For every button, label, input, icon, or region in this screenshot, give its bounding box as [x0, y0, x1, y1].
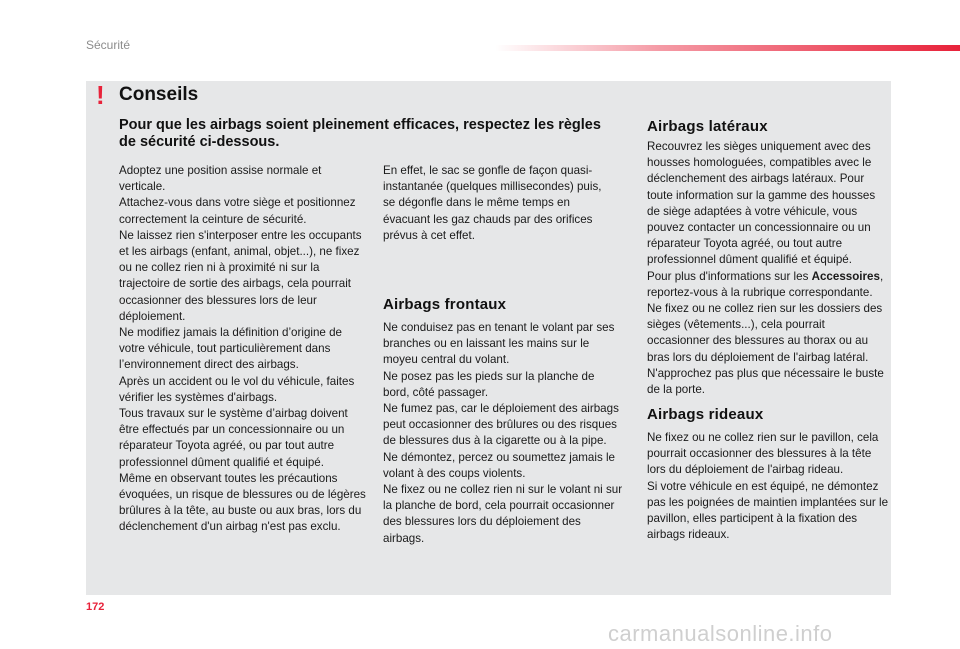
paragraph: N'approchez pas plus que nécessaire le buste de la porte.: [647, 366, 884, 397]
paragraph: Ne fumez pas, car le déploiement des airbags peut occasionner des brûlures ou des risques de blessures dus à la cigarette ou à la pipe.: [383, 402, 619, 448]
curtain-airbags-text: [647, 430, 889, 543]
paragraph: Ne fixez ou ne collez rien sur le pavillon, cela pourrait occasionner des blessures à la tête lors du déploiement de l'airbag rideau.: [647, 431, 879, 477]
paragraph: Même en observant toutes les précautions évoquées, un risque de blessures ou de légères brûlures à la tête, au buste ou aux bras, lors du déclenchement d'un airbag n'est pas exclu.: [119, 471, 366, 534]
exclamation-icon: !: [96, 80, 105, 110]
accessories-emphasis: Accessoires: [811, 269, 880, 283]
accent-bar: [495, 45, 960, 51]
page-number: 172: [86, 601, 105, 613]
frontal-airbags-heading: Airbags frontaux: [383, 296, 507, 313]
paragraph: Si votre véhicule en est équipé, ne démontez pas les poignées de maintien implantées sur le pavillon, elles participent à la fixation des airbags rideaux.: [647, 479, 889, 542]
paragraph: Ne laissez rien s'interposer entre les occupants et les airbags (enfant, animal, objet...), ne fixez ou ne collez rien ni à proximité ni sur la trajectoire de sortie des airbags, cela pourrait occasionner des blessures lors de leur déploiement.: [119, 228, 362, 323]
frontal-airbags-text: [383, 320, 623, 547]
paragraph: Adoptez une position assise normale et verticale.: [119, 164, 322, 194]
lateral-airbags-heading: Airbags latéraux: [647, 118, 768, 135]
section-title: Sécurité: [86, 38, 131, 52]
paragraph: Attachez-vous dans votre siège et positionnez correctement la ceinture de sécurité.: [119, 196, 356, 226]
paragraph: Ne conduisez pas en tenant le volant par ses branches ou en laissant les mains sur le moyeu central du volant.: [383, 321, 615, 367]
text-span: , reportez-vous à la rubrique correspondante.: [647, 269, 884, 299]
panel-title: Conseils: [119, 84, 199, 105]
intro-text: Pour que les airbags soient pleinement efficaces, respectez les règles de sécurité ci-dessous.: [119, 117, 601, 150]
paragraph: Ne démontez, percez ou soumettez jamais le volant à des coups violents.: [383, 450, 615, 480]
paragraph: Ne modifiez jamais la définition d’origine de votre véhicule, tout particulièrement dans l’environnement direct des airbags.: [119, 326, 342, 372]
paragraph: Ne fixez ou ne collez rien sur les dossiers des sièges (vêtements...), cela pourrait occasionner des blessures au thorax ou au bras lors du déploiement de l'airbag latéral.: [647, 302, 883, 364]
lateral-airbags-text: [647, 139, 887, 398]
paragraph: Tous travaux sur le système d’airbag doivent être effectués par un concessionnaire ou un réparateur Toyota agréé, ou par tout autre professionnel dûment qualifié et équipé.: [119, 407, 348, 469]
text-span: Pour plus d'informations sur les: [647, 269, 812, 283]
watermark: carmanualsonline.info: [608, 621, 833, 646]
column-inflation-note: [383, 163, 613, 244]
paragraph: Après un accident ou le vol du véhicule, faites vérifier les systèmes d'airbags.: [119, 374, 355, 404]
paragraph: En effet, le sac se gonfle de façon quasi-instantanée (quelques millisecondes) puis, se dégonfle dans le même temps en évacuant les gaz chauds par des orifices prévus à cet effet.: [383, 164, 602, 242]
paragraph: Ne posez pas les pieds sur la planche de bord, côté passager.: [383, 369, 595, 399]
paragraph: [647, 269, 887, 301]
column-general-advice: [119, 163, 369, 536]
paragraph: Recouvrez les sièges uniquement avec des housses homologuées, compatibles avec le déclenchement des airbags latéraux. Pour toute information sur la gamme des housses de siège adaptées à votre véhicule, vous pouvez contacter un concessionnaire ou un réparateur Toyota agréé, ou tout autre professionnel dûment qualifié et équipé.: [647, 140, 876, 267]
paragraph: Ne fixez ou ne collez rien ni sur le volant ni sur la planche de bord, cela pourrait occasionner des blessures lors du déploiement des airbags.: [383, 483, 623, 545]
curtain-airbags-heading: Airbags rideaux: [647, 406, 764, 423]
